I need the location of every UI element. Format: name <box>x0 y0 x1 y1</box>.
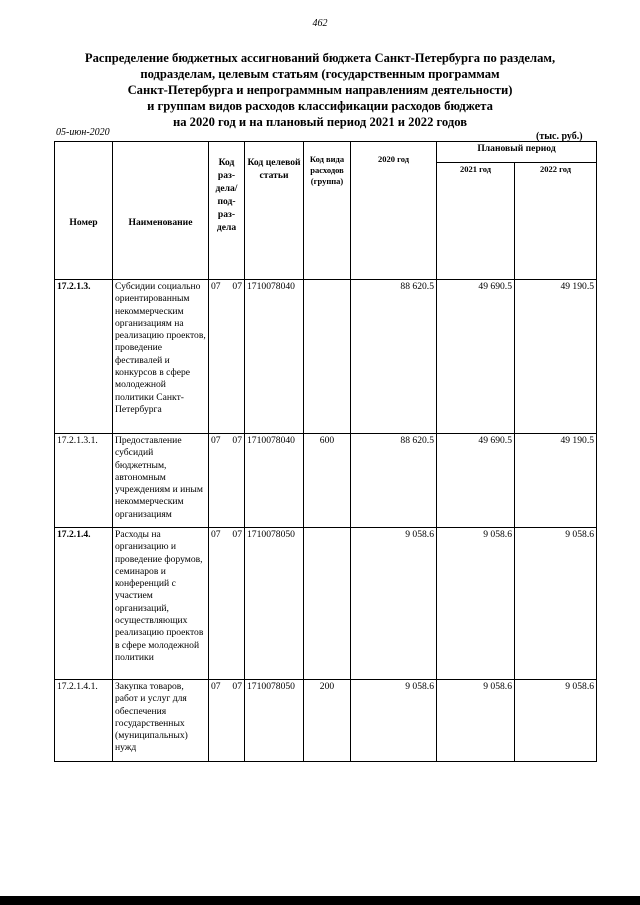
scan-border-bottom <box>0 896 640 905</box>
row-expense-type: 600 <box>304 434 351 528</box>
header-2022: 2022 год <box>515 163 597 280</box>
row-2020: 88 620.5 <box>351 280 437 434</box>
row-target-code: 1710078040 <box>245 434 304 528</box>
header-expense-type: Код вида расходов (группа) <box>304 142 351 280</box>
row-section-code <box>209 528 245 680</box>
row-number: 17.2.1.4.1. <box>55 680 113 762</box>
title-line: Санкт-Петербурга и непрограммным направлениям деятельности) <box>127 83 513 97</box>
header-2021: 2021 год <box>437 163 515 280</box>
units-label: (тыс. руб.) <box>536 131 583 142</box>
section: 07 <box>211 435 221 446</box>
budget-table <box>54 141 597 762</box>
document-title <box>40 50 600 130</box>
page-number: 462 <box>312 18 328 29</box>
row-2021: 49 690.5 <box>437 280 515 434</box>
row-target-code: 1710078050 <box>245 528 304 680</box>
row-2022: 49 190.5 <box>515 434 597 528</box>
row-2022: 49 190.5 <box>515 280 597 434</box>
row-2020: 9 058.6 <box>351 528 437 680</box>
section: 07 <box>211 281 221 292</box>
row-2021: 9 058.6 <box>437 528 515 680</box>
header-planned-period: Плановый период <box>437 142 597 163</box>
row-target-code: 1710078040 <box>245 280 304 434</box>
section: 07 <box>211 529 221 540</box>
row-number: 17.2.1.3.1. <box>55 434 113 528</box>
document-date: 05-июн-2020 <box>56 127 110 138</box>
header-number: Номер <box>55 142 113 280</box>
row-expense-type <box>304 280 351 434</box>
title-line: и группам видов расходов классификации расходов бюджета <box>147 99 493 113</box>
row-2020: 9 058.6 <box>351 680 437 762</box>
table-row <box>55 680 597 762</box>
row-2022: 9 058.6 <box>515 528 597 680</box>
row-name: Предоставление субсидий бюджетным, автономным учреждениям и иным некоммерческим организациям <box>113 434 209 528</box>
title-line: подразделам, целевым статьям (государственным программам <box>140 67 500 81</box>
title-line: на 2020 год и на плановый период 2021 и 2022 годов <box>172 115 468 129</box>
row-2022: 9 058.6 <box>515 680 597 762</box>
table-row <box>55 434 597 528</box>
subsection: 07 <box>232 281 242 292</box>
header-2020: 2020 год <box>351 142 437 280</box>
row-expense-type: 200 <box>304 680 351 762</box>
row-number: 17.2.1.4. <box>55 528 113 680</box>
row-2021: 49 690.5 <box>437 434 515 528</box>
row-2020: 88 620.5 <box>351 434 437 528</box>
row-name: Расходы на организацию и проведение форумов, семинаров и конференций с участием организаций, осуществляющих реализацию проектов в сфере молодежной политики <box>113 528 209 680</box>
row-section-code <box>209 680 245 762</box>
row-section-code <box>209 434 245 528</box>
row-name: Субсидии социально ориентированным некоммерческим организациям на реализацию проектов, проведение фестивалей и конкурсов в сфере молодежной политики Санкт-Петербурга <box>113 280 209 434</box>
title-line: Распределение бюджетных ассигнований бюджета Санкт-Петербурга по разделам, <box>84 51 556 65</box>
header-section-code: Код раз-дела/ под-раз-дела <box>209 142 245 280</box>
subsection: 07 <box>232 435 242 446</box>
row-2021: 9 058.6 <box>437 680 515 762</box>
subsection: 07 <box>232 529 242 540</box>
table-row <box>55 280 597 434</box>
row-expense-type <box>304 528 351 680</box>
header-target-code: Код целевой статьи <box>245 142 304 280</box>
table-row <box>55 528 597 680</box>
section: 07 <box>211 681 221 692</box>
header-name: Наименование <box>113 142 209 280</box>
subsection: 07 <box>232 681 242 692</box>
row-name: Закупка товаров, работ и услуг для обеспечения государственных (муниципальных) нужд <box>113 680 209 762</box>
row-number: 17.2.1.3. <box>55 280 113 434</box>
row-section-code <box>209 280 245 434</box>
row-target-code: 1710078050 <box>245 680 304 762</box>
